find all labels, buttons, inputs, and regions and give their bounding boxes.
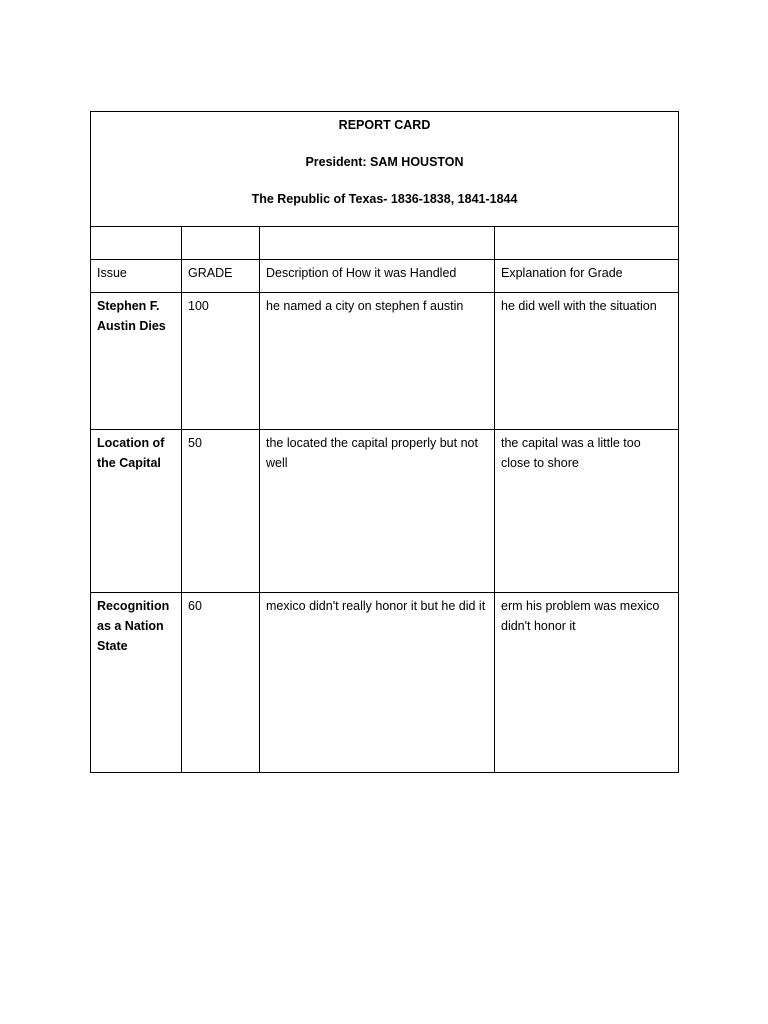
header-grade-label: GRADE [188,266,233,280]
grade-cell [182,430,260,593]
empty-row [91,227,679,260]
republic-heading: The Republic of Texas- 1836-1838, 1841-1844 [251,192,518,206]
header-cell-grade [182,260,260,293]
description-text: mexico didn't really honor it but he did it [266,599,486,613]
header-explanation-label: Explanation for Grade [501,266,623,280]
empty-cell [182,227,260,260]
header-description-label: Description of How it was Handled [266,266,457,280]
empty-cell [91,227,182,260]
description-cell [260,593,495,773]
issue-label: Location of the Capital [97,436,165,470]
header-cell-explanation [495,260,679,293]
description-cell [260,430,495,593]
grade-value: 100 [188,299,209,313]
description-text: the located the capital properly but not well [266,436,478,470]
title-cell [91,112,679,227]
table-row [91,293,679,430]
header-cell-description [260,260,495,293]
grade-cell [182,293,260,430]
explanation-text: he did well with the situation [501,299,657,313]
grade-value: 50 [188,436,202,450]
issue-cell [91,593,182,773]
grade-value: 60 [188,599,202,613]
title-row [91,112,679,227]
issue-cell [91,430,182,593]
header-row [91,260,679,293]
empty-cell [495,227,679,260]
explanation-cell [495,293,679,430]
table-row [91,593,679,773]
header-cell-issue [91,260,182,293]
header-issue-label: Issue [97,266,127,280]
grade-cell [182,593,260,773]
explanation-cell [495,593,679,773]
explanation-text: erm his problem was mexico didn't honor it [501,599,660,633]
issue-label: Recognition as a Nation State [97,599,170,653]
explanation-text: the capital was a little too close to shore [501,436,641,470]
description-text: he named a city on stephen f austin [266,299,464,313]
issue-cell [91,293,182,430]
description-cell [260,293,495,430]
president-heading: President: SAM HOUSTON [305,155,464,169]
table-row [91,430,679,593]
report-card-table [90,111,679,773]
explanation-cell [495,430,679,593]
report-card-title: REPORT CARD [338,118,431,132]
empty-cell [260,227,495,260]
issue-label: Stephen F. Austin Dies [97,299,166,333]
